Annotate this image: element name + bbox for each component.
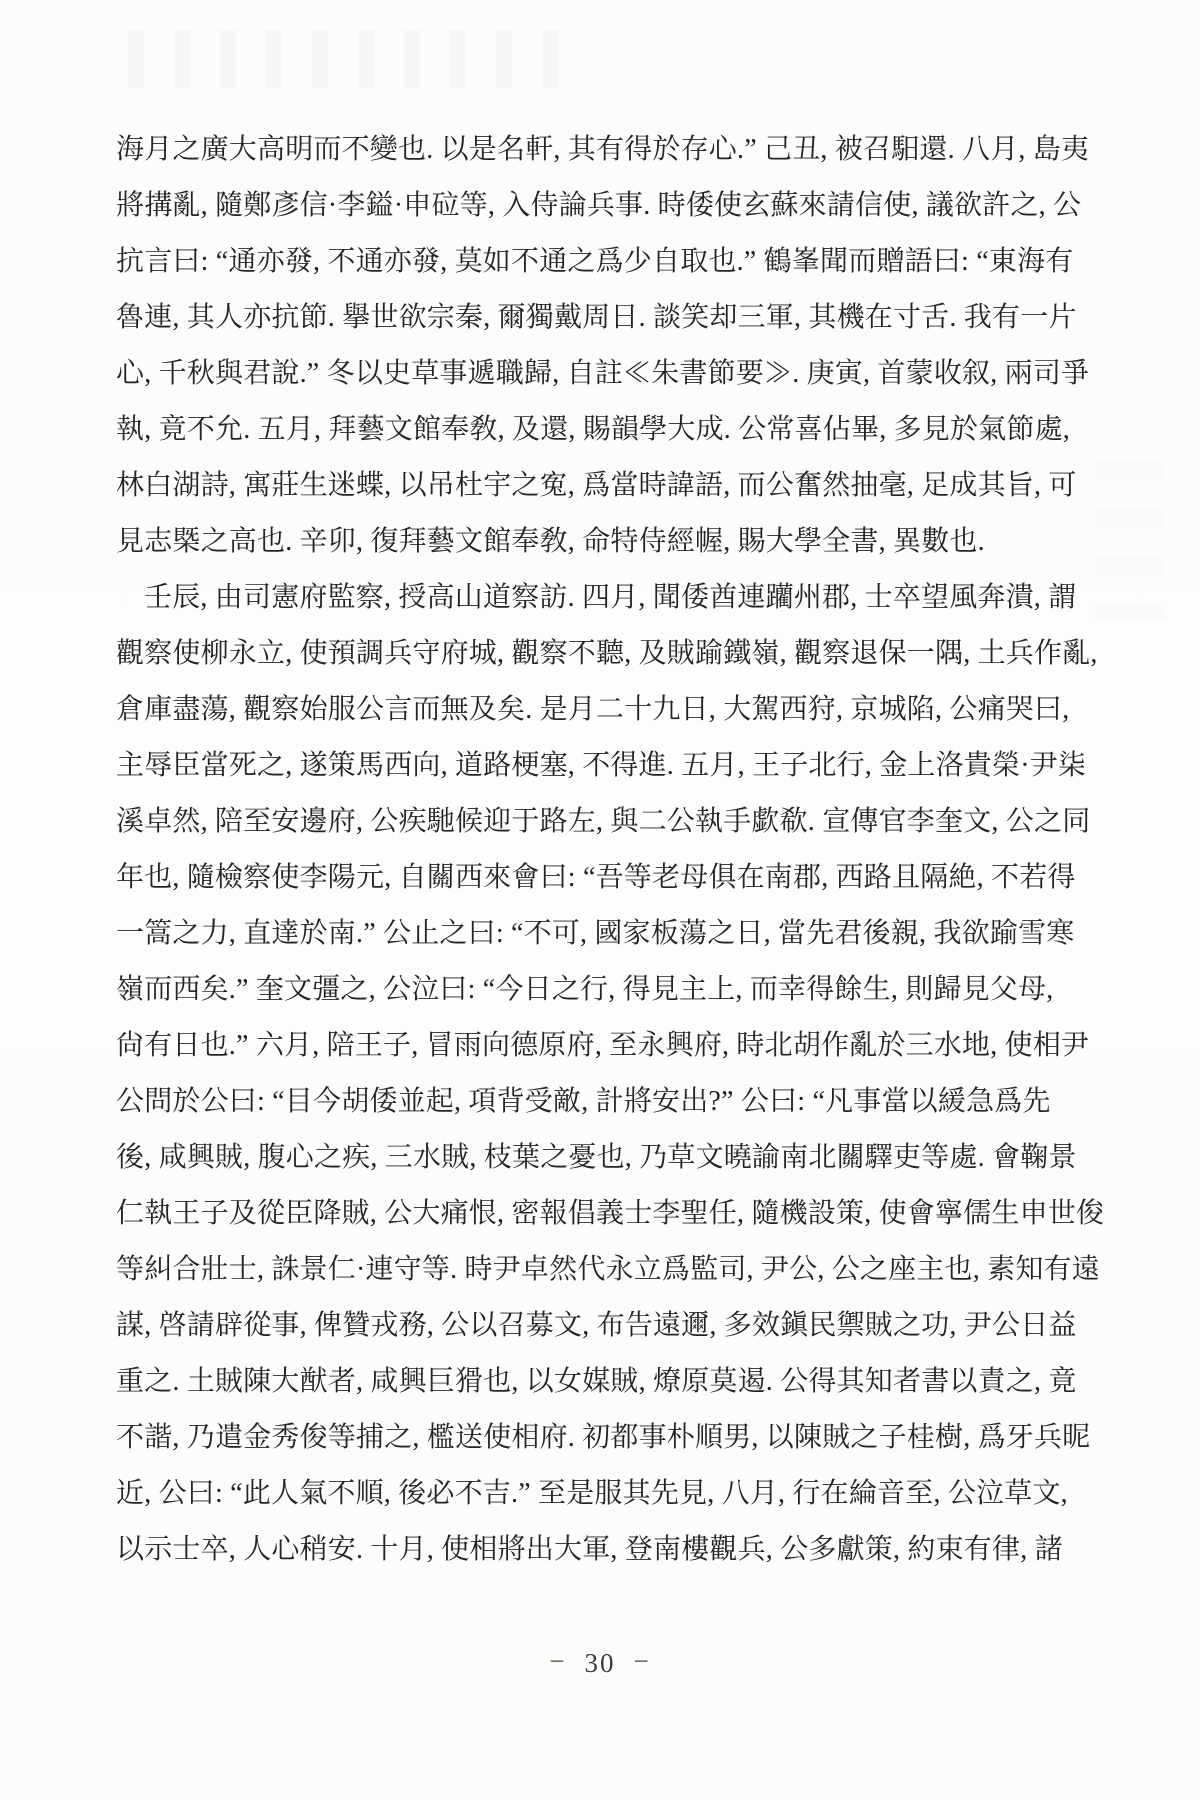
- text-line: 心, 千秋與君說.” 冬以史草事遞職歸, 自註≪朱書節要≫. 庚寅, 首蒙收叙, 兩司爭: [116, 358, 1090, 389]
- paragraph-1: [116, 122, 1096, 570]
- text-line: 魯連, 其人亦抗節. 擧世欲宗秦, 爾獨戴周日. 談笑却三軍, 其機在寸舌. 我有一片: [116, 302, 1077, 333]
- text-line: 海月之廣大高明而不變也. 以是名軒, 其有得於存心.” 己丑, 被召馹還. 八月, 島夷: [116, 134, 1090, 165]
- text-line: 重之. 土賊陳大猷者, 咸興巨猾也, 以女媒賊, 燎原莫遏. 公得其知者書以責之, 竟: [116, 1366, 1077, 1397]
- text-line: 謀, 啓請辟從事, 俾贊戎務, 公以召募文, 布告遠邇, 多效鎭民禦賊之功, 尹公日益: [116, 1310, 1077, 1341]
- text-line: 公問於公曰: “目今胡倭並起, 項背受敵, 計將安出?” 公曰: “凡事當以緩急爲先: [116, 1086, 1051, 1117]
- text-line: 溪卓然, 陪至安邊府, 公疾馳候迎于路左, 與二公執手歔欷. 宣傳官李奎文, 公之同: [116, 806, 1091, 837]
- text-line: 嶺而西矣.” 奎文彊之, 公泣曰: “今日之行, 得見主上, 而幸得餘生, 則歸見父母,: [116, 974, 1054, 1005]
- text-line: 不諧, 乃遣金秀俊等捕之, 檻送使相府. 初都事朴順男, 以陳賊之子桂樹, 爲牙兵昵: [116, 1422, 1091, 1453]
- scan-showthrough-artifact-right: [1095, 460, 1165, 620]
- paragraph-2: [116, 570, 1105, 1578]
- text-line: 抗言曰: “通亦發, 不通亦發, 莫如不通之爲少自取也.” 鶴峯聞而贈語曰: “東海有: [116, 246, 1074, 277]
- text-line: 年也, 隨檢察使李陽元, 自關西來會曰: “吾等老母俱在南郡, 西路且隔絶, 不若得: [116, 862, 1076, 893]
- text-line: 一篙之力, 直達於南.” 公止之曰: “不可, 國家板蕩之日, 當先君後親, 我欲踰雪寒: [116, 918, 1075, 949]
- text-line: 執, 竟不允. 五月, 拜藝文館奉敎, 及還, 賜韻學大成. 公常喜佔畢, 多見於氣節處,: [116, 414, 1071, 445]
- scan-showthrough-artifact-top: [128, 30, 558, 88]
- text-line: 近, 公曰: “此人氣不順, 後必不吉.” 至是服其先見, 八月, 行在綸音至, 公泣草文,: [116, 1478, 1068, 1509]
- text-line: 後, 咸興賊, 腹心之疾, 三水賊, 枝葉之憂也, 乃草文曉諭南北關驛吏等處. 會鞠景: [116, 1142, 1077, 1173]
- text-line: 等糾合壯士, 誅景仁·連守等. 時尹卓然代永立爲監司, 尹公, 公之座主也, 素知有遠: [116, 1254, 1100, 1285]
- body-text-block: [116, 122, 1105, 1578]
- text-line: 主辱臣當死之, 遂策馬西向, 道路梗塞, 不得進. 五月, 王子北行, 金上洛貴榮·尹柒: [116, 750, 1087, 781]
- page-number-left-dash: −: [549, 1646, 567, 1676]
- page-number-right-dash: −: [633, 1646, 651, 1676]
- text-line: 尙有日也.” 六月, 陪王子, 冒雨向德原府, 至永興府, 時北胡作亂於三水地, 使相尹: [116, 1030, 1090, 1061]
- text-line: 以示士卒, 人心稍安. 十月, 使相將出大軍, 登南樓觀兵, 公多獻策, 約束有律, 諸: [116, 1534, 1063, 1565]
- text-line: 觀察使柳永立, 使預調兵守府城, 觀察不聽, 及賊踰鐵嶺, 觀察退保一隅, 土兵作亂,: [116, 638, 1098, 669]
- text-line: 仁執王子及從臣降賊, 公大痛恨, 密報倡義士李聖任, 隨機設策, 使會寧儒生申世俊: [116, 1198, 1105, 1229]
- page-number: [0, 1648, 1200, 1679]
- text-line: 倉庫盡蕩, 觀察始服公言而無及矣. 是月二十九日, 大駕西狩, 京城陷, 公痛哭曰,: [116, 694, 1070, 725]
- text-line: 將搆亂, 隨鄭彥信·李鎰·申砬等, 入侍論兵事. 時倭使玄蘇來請信使, 議欲許之, 公: [116, 190, 1082, 221]
- page-number-value: 30: [584, 1648, 616, 1678]
- text-line: 林白湖詩, 寓莊生迷蝶, 以吊杜宇之寃, 爲當時諱語, 而公奮然抽毫, 足成其旨, 可: [116, 470, 1077, 501]
- text-line: 壬辰, 由司憲府監察, 授高山道察訪. 四月, 聞倭酋連躪州郡, 士卒望風奔潰, 謂: [144, 582, 1077, 613]
- text-line: 見志槩之高也. 辛卯, 復拜藝文館奉敎, 命特侍經幄, 賜大學全書, 異數也.: [116, 526, 985, 557]
